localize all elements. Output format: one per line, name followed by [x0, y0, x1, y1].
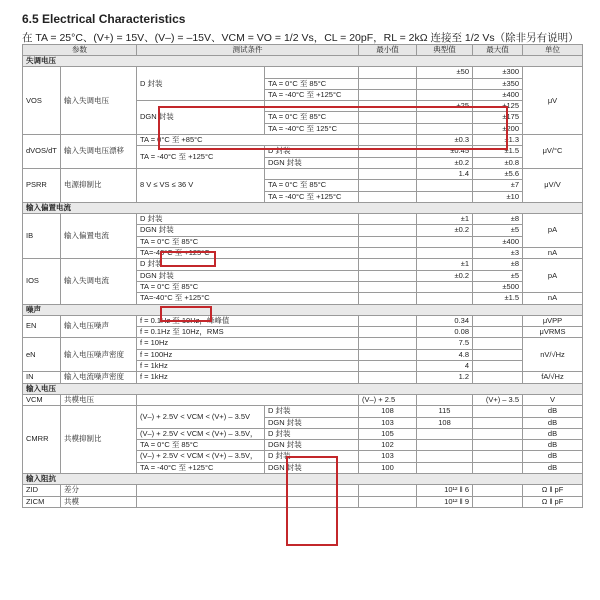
- unit: μV/°C: [523, 135, 583, 169]
- condition: (V–) + 2.5V < VCM < (V+) – 3.5V，: [137, 451, 265, 462]
- max-value: ±1.5: [473, 146, 523, 157]
- unit: nA: [523, 248, 583, 259]
- typ-value: [417, 191, 473, 202]
- max-value: [473, 361, 523, 372]
- param-symbol: ZID: [23, 485, 61, 496]
- package-label: DGN 封装: [265, 417, 359, 428]
- typ-value: ±0.45: [417, 146, 473, 157]
- typ-value: [417, 248, 473, 259]
- section-title: 6.5 Electrical Characteristics: [22, 12, 186, 26]
- condition: TA = -40°C 至 +125°C: [265, 191, 359, 202]
- header-typ: 典型值: [417, 45, 473, 56]
- typ-value: ±50: [417, 67, 473, 78]
- unit: dB: [523, 406, 583, 417]
- package-label: D 封装: [137, 67, 265, 101]
- max-value: ±200: [473, 123, 523, 134]
- max-value: ±350: [473, 78, 523, 89]
- condition: f = 10Hz: [137, 338, 359, 349]
- param-symbol: ZICM: [23, 496, 61, 507]
- max-value: [473, 406, 523, 417]
- condition: TA=-40°C 至 +125°C: [137, 293, 359, 304]
- package-label: DGN 封装: [265, 462, 359, 473]
- max-value: ±0.8: [473, 157, 523, 168]
- min-value: [359, 248, 417, 259]
- typ-value: [417, 89, 473, 100]
- typ-value: [417, 428, 473, 439]
- typ-value: 1.4: [417, 168, 473, 179]
- min-value: [359, 293, 417, 304]
- param-name: 电源抑制比: [61, 168, 137, 202]
- table-row: [23, 259, 583, 270]
- param-name: 差分: [61, 485, 137, 496]
- param-symbol: VCM: [23, 394, 61, 405]
- typ-value: ±0.3: [417, 135, 473, 146]
- max-value: ±1.3: [473, 135, 523, 146]
- unit: nA: [523, 293, 583, 304]
- min-value: [359, 259, 417, 270]
- max-value: ±7: [473, 180, 523, 191]
- min-value: [359, 123, 417, 134]
- max-value: [473, 485, 523, 496]
- condition: DGN 封装: [137, 270, 359, 281]
- typ-value: ±1: [417, 214, 473, 225]
- max-value: [473, 451, 523, 462]
- typ-value: ±0.2: [417, 157, 473, 168]
- min-value: 103: [359, 417, 417, 428]
- condition: TA = 0°C 至 85°C: [137, 236, 359, 247]
- condition: f = 1kHz: [137, 361, 359, 372]
- condition: f = 1kHz: [137, 372, 359, 383]
- param-name: 共模电压: [61, 394, 137, 405]
- unit: μVPP: [523, 315, 583, 326]
- max-value: [473, 372, 523, 383]
- min-value: [359, 327, 417, 338]
- condition: [265, 67, 359, 78]
- min-value: 102: [359, 440, 417, 451]
- table-row: [23, 135, 583, 146]
- param-symbol: dVOS/dT: [23, 135, 61, 169]
- typ-value: 4: [417, 361, 473, 372]
- unit: dB: [523, 417, 583, 428]
- min-value: [359, 168, 417, 179]
- typ-value: 1.2: [417, 372, 473, 383]
- package-label: D 封装: [265, 406, 359, 417]
- table-row: [23, 214, 583, 225]
- max-value: ±10: [473, 191, 523, 202]
- section-row: [23, 383, 583, 394]
- param-symbol: IB: [23, 214, 61, 259]
- min-value: 100: [359, 462, 417, 473]
- max-value: ±8: [473, 214, 523, 225]
- typ-value: [417, 123, 473, 134]
- condition: D 封装: [137, 214, 359, 225]
- min-value: [359, 67, 417, 78]
- condition: [265, 101, 359, 112]
- min-value: [359, 349, 417, 360]
- max-value: ±400: [473, 236, 523, 247]
- typ-value: ±0.2: [417, 225, 473, 236]
- condition: TA = 0°C 至 85°C: [265, 112, 359, 123]
- unit: dB: [523, 428, 583, 439]
- unit: Ω ‖ pF: [523, 485, 583, 496]
- min-value: [359, 361, 417, 372]
- condition: 8 V ≤ VS ≤ 36 V: [137, 168, 265, 202]
- table-row: [23, 406, 583, 417]
- unit: V: [523, 394, 583, 405]
- condition: TA = 0°C 至 85°C: [265, 78, 359, 89]
- unit: dB: [523, 440, 583, 451]
- min-value: [359, 101, 417, 112]
- package-label: DGN 封装: [265, 157, 359, 168]
- param-symbol: EN: [23, 315, 61, 338]
- max-value: ±500: [473, 281, 523, 292]
- typ-value: 7.5: [417, 338, 473, 349]
- condition: f = 0.1Hz 至 10Hz，峰峰值: [137, 315, 359, 326]
- max-value: ±1.5: [473, 293, 523, 304]
- min-value: [359, 372, 417, 383]
- section-row: [23, 304, 583, 315]
- condition: DGN 封装: [137, 225, 359, 236]
- condition: D 封装: [137, 259, 359, 270]
- max-value: [473, 327, 523, 338]
- param-name: 输入失调电流: [61, 259, 137, 304]
- min-value: (V–) + 2.5: [359, 394, 417, 405]
- max-value: [473, 315, 523, 326]
- max-value: [473, 462, 523, 473]
- package-label: DGN 封装: [265, 440, 359, 451]
- min-value: [359, 270, 417, 281]
- condition: f = 100Hz: [137, 349, 359, 360]
- typ-value: 10¹² ‖ 9: [417, 496, 473, 507]
- param-name: 输入偏置电流: [61, 214, 137, 259]
- section-row: [23, 202, 583, 213]
- param-name: 共模抑制比: [61, 406, 137, 474]
- condition: TA = -40°C 至 +125°C: [137, 146, 265, 169]
- min-value: 108: [359, 406, 417, 417]
- condition: (V–) + 2.5V < VCM < (V+) – 3.5V，: [137, 428, 265, 439]
- section-noise: 噪声: [23, 304, 583, 315]
- max-value: ±3: [473, 248, 523, 259]
- min-value: [359, 214, 417, 225]
- min-value: [359, 496, 417, 507]
- table-header: [23, 45, 583, 56]
- typ-value: 0.34: [417, 315, 473, 326]
- typ-value: 108: [417, 417, 473, 428]
- table-row: [23, 496, 583, 507]
- condition: (V–) + 2.5V < VCM < (V+) – 3.5V: [137, 406, 265, 429]
- table-row: [23, 168, 583, 179]
- unit: μVRMS: [523, 327, 583, 338]
- param-symbol: CMRR: [23, 406, 61, 474]
- param-name: 共模: [61, 496, 137, 507]
- min-value: [359, 78, 417, 89]
- min-value: [359, 157, 417, 168]
- unit: pA: [523, 259, 583, 293]
- typ-value: ±0.2: [417, 270, 473, 281]
- package-label: DGN 封装: [137, 101, 265, 135]
- unit: fA/√Hz: [523, 372, 583, 383]
- condition: TA = 0°C 至 +85°C: [137, 135, 359, 146]
- max-value: [473, 428, 523, 439]
- typ-value: ±1: [417, 259, 473, 270]
- table-row: [23, 394, 583, 405]
- condition: TA = -40°C 至 +125°C: [265, 89, 359, 100]
- min-value: [359, 338, 417, 349]
- min-value: [359, 135, 417, 146]
- max-value: (V+) – 3.5: [473, 394, 523, 405]
- test-conditions: 在 TA = 25°C、(V+) = 15V、(V–) = –15V、VCM = VO = 1/2 Vs，CL = 20pF，RL = 2kΩ 连接至 1/2 Vs（除非另有说明）: [22, 32, 579, 44]
- max-value: ±5.6: [473, 168, 523, 179]
- unit: μV/V: [523, 168, 583, 202]
- max-value: ±175: [473, 112, 523, 123]
- condition: f = 0.1Hz 至 10Hz，RMS: [137, 327, 359, 338]
- max-value: ±5: [473, 225, 523, 236]
- max-value: [473, 496, 523, 507]
- typ-value: 0.08: [417, 327, 473, 338]
- electrical-characteristics-table: [22, 44, 583, 508]
- unit: dB: [523, 462, 583, 473]
- max-value: [473, 338, 523, 349]
- param-name: 输入电压噪声密度: [61, 338, 137, 372]
- max-value: ±400: [473, 89, 523, 100]
- min-value: [359, 89, 417, 100]
- condition: TA = -40°C 至 125°C: [265, 123, 359, 134]
- typ-value: [417, 112, 473, 123]
- min-value: [359, 225, 417, 236]
- typ-value: [417, 440, 473, 451]
- param-name: 输入失调电压漂移: [61, 135, 137, 169]
- min-value: [359, 180, 417, 191]
- max-value: ±5: [473, 270, 523, 281]
- section-row: [23, 473, 583, 484]
- typ-value: [417, 180, 473, 191]
- param-symbol: IN: [23, 372, 61, 383]
- typ-value: [417, 281, 473, 292]
- max-value: [473, 349, 523, 360]
- unit: Ω ‖ pF: [523, 496, 583, 507]
- table-row: [23, 67, 583, 78]
- condition: TA = 0°C 至 85°C: [137, 440, 265, 451]
- section-input-voltage: 输入电压: [23, 383, 583, 394]
- section-input-impedance: 输入阻抗: [23, 473, 583, 484]
- table-row: [23, 315, 583, 326]
- max-value: ±300: [473, 67, 523, 78]
- min-value: [359, 485, 417, 496]
- typ-value: [417, 451, 473, 462]
- typ-value: [417, 462, 473, 473]
- param-symbol: VOS: [23, 67, 61, 135]
- min-value: [359, 146, 417, 157]
- max-value: [473, 440, 523, 451]
- condition: TA = 0°C 至 85°C: [137, 281, 359, 292]
- typ-value: [417, 394, 473, 405]
- header-param: 参数: [23, 45, 137, 56]
- unit: μV: [523, 67, 583, 135]
- typ-value: [417, 236, 473, 247]
- param-symbol: IOS: [23, 259, 61, 304]
- param-symbol: eN: [23, 338, 61, 372]
- typ-value: 10¹² ‖ 6: [417, 485, 473, 496]
- min-value: [359, 281, 417, 292]
- min-value: [359, 112, 417, 123]
- min-value: 103: [359, 451, 417, 462]
- condition: TA=-40°C 至 +125°C: [137, 248, 359, 259]
- min-value: [359, 236, 417, 247]
- package-label: D 封装: [265, 451, 359, 462]
- condition: TA = -40°C 至 +125°C: [137, 462, 265, 473]
- param-name: 输入电压噪声: [61, 315, 137, 338]
- section-row: [23, 56, 583, 67]
- header-unit: 单位: [523, 45, 583, 56]
- min-value: 105: [359, 428, 417, 439]
- header-conditions: 测试条件: [137, 45, 359, 56]
- unit: nV/√Hz: [523, 338, 583, 372]
- typ-value: 4.8: [417, 349, 473, 360]
- table-row: [23, 338, 583, 349]
- min-value: [359, 191, 417, 202]
- condition: [137, 485, 359, 496]
- condition: [137, 496, 359, 507]
- param-name: 输入电流噪声密度: [61, 372, 137, 383]
- condition: TA = 0°C 至 85°C: [265, 180, 359, 191]
- header-max: 最大值: [473, 45, 523, 56]
- param-symbol: PSRR: [23, 168, 61, 202]
- section-offset: 失调电压: [23, 56, 583, 67]
- condition: [137, 394, 359, 405]
- unit: pA: [523, 214, 583, 248]
- package-label: D 封装: [265, 146, 359, 157]
- typ-value: [417, 293, 473, 304]
- max-value: ±8: [473, 259, 523, 270]
- typ-value: [417, 78, 473, 89]
- section-bias: 输入偏置电流: [23, 202, 583, 213]
- condition: [265, 168, 359, 179]
- table-row: [23, 372, 583, 383]
- unit: dB: [523, 451, 583, 462]
- typ-value: ±25: [417, 101, 473, 112]
- max-value: [473, 417, 523, 428]
- header-min: 最小值: [359, 45, 417, 56]
- min-value: [359, 315, 417, 326]
- table-row: [23, 485, 583, 496]
- typ-value: 115: [417, 406, 473, 417]
- package-label: D 封装: [265, 428, 359, 439]
- param-name: 输入失调电压: [61, 67, 137, 135]
- max-value: ±125: [473, 101, 523, 112]
